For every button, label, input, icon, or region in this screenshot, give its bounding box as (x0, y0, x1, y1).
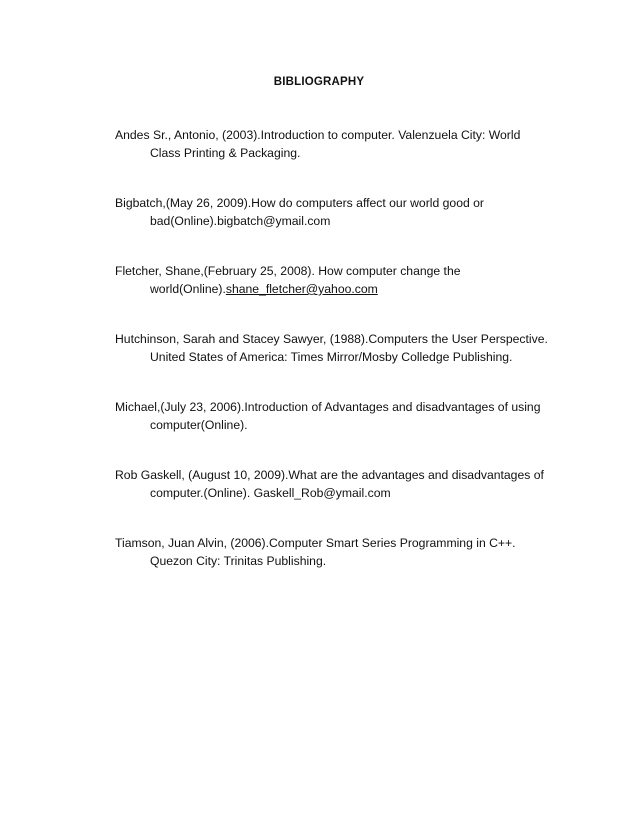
page-title: BIBLIOGRAPHY (273, 76, 365, 88)
entry-line: Rob Gaskell, (August 10, 2009).What are the advantages and disadvantages of (115, 468, 544, 482)
entry-line: Andes Sr., Antonio, (2003).Introduction to computer. Valenzuela City: World (115, 128, 521, 142)
entry-line-indented: bad(Online).bigbatch@ymail.com (150, 214, 331, 228)
bibliography-entry-tiamson (115, 534, 585, 602)
bibliography-list (115, 126, 585, 602)
entry-line: Hutchinson, Sarah and Stacey Sawyer, (1988).Computers the User Perspective. (115, 332, 548, 346)
entry-line-indented: Quezon City: Trinitas Publishing. (150, 554, 327, 568)
bibliography-entry-andes (115, 126, 585, 194)
entry-line: Bigbatch,(May 26, 2009).How do computers affect our world good or (115, 196, 484, 210)
bibliography-entry-hutchinson (115, 330, 585, 398)
bibliography-entry-michael (115, 398, 585, 466)
entry-line-indented (115, 280, 585, 298)
entry-line-indented: computer.(Online). Gaskell_Rob@ymail.com (150, 486, 391, 500)
entry-line-indented: Class Printing & Packaging. (150, 146, 301, 160)
entry-line: Michael,(July 23, 2006).Introduction of Advantages and disadvantages of using (115, 400, 541, 414)
entry-line: Tiamson, Juan Alvin, (2006).Computer Smart Series Programming in C++. (115, 536, 516, 550)
entry-text: world(Online). (150, 282, 226, 296)
entry-line-indented: United States of America: Times Mirror/Mosby Colledge Publishing. (150, 350, 513, 364)
entry-line: Fletcher, Shane,(February 25, 2008). How computer change the (115, 264, 461, 278)
email-link[interactable]: shane_fletcher@yahoo.com (225, 282, 378, 296)
bibliography-entry-bigbatch (115, 194, 585, 262)
bibliography-entry-gaskell (115, 466, 585, 534)
entry-line-indented: computer(Online). (150, 418, 248, 432)
bibliography-entry-fletcher (115, 262, 585, 330)
